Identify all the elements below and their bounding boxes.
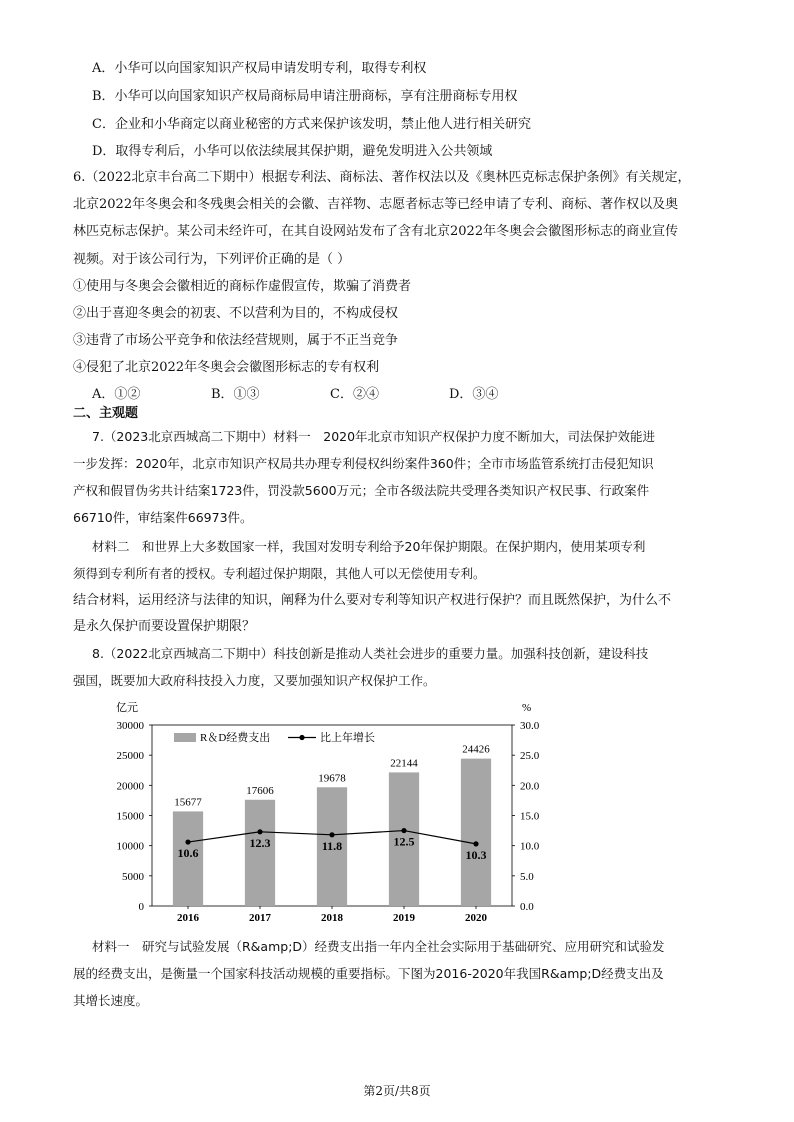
q6-stem-line-3: 林匹克标志保护。某公司未经许可，在其自设网站发布了含有北京2022年冬奥会会徽图形标志的商业宣传 — [73, 224, 679, 239]
y-right-tick-label: 20.0 — [520, 780, 540, 793]
y-axis-left-unit: 亿元 — [116, 702, 138, 714]
y-left-tick-label: 15000 — [116, 810, 144, 823]
y-axis-right-unit: % — [522, 702, 532, 714]
y-right-tick-label: 0.0 — [520, 901, 534, 913]
q6-item-4: ④侵犯了北京2022年冬奥会会徽图形标志的专有权利 — [73, 360, 380, 375]
q5-option-c: C．企业和小华商定以商业秘密的方式来保护该发明，禁止他人进行相关研究 — [92, 117, 531, 132]
y-left-tick-label: 30000 — [116, 720, 144, 732]
bar-value-label-2019: 22144 — [390, 757, 418, 770]
x-tick-label-2016: 2016 — [177, 912, 199, 924]
q7-line-5: 材料二 和世界上大多数国家一样，我国对发明专利给予20年保护期限。在保护期内，使用某项专利 — [92, 539, 646, 554]
q6-choice-c: C．②④ — [330, 387, 379, 402]
q6-item-3: ③违背了市场公平竞争和依法经营规则，属于不正当竞争 — [73, 333, 399, 348]
bar-value-label-2020: 24426 — [462, 743, 490, 756]
q5-option-b: B．小华可以向国家知识产权局商标局申请注册商标，享有注册商标专用权 — [92, 89, 518, 104]
growth-point-2019 — [401, 828, 406, 833]
q6-choice-d: D．③④ — [449, 387, 499, 402]
bar-value-label-2018: 19678 — [318, 772, 346, 785]
q7-line-1: 7.（2023北京西城高二下期中）材料一 2020年北京市知识产权保护力度不断加大，司法保护效能进 — [92, 429, 656, 444]
rd-expenditure-chart — [100, 695, 560, 925]
section-heading: 二、主观题 — [73, 406, 139, 421]
q6-stem-line-4: 视频。对于该公司行为，下列评价正确的是（ ） — [73, 252, 351, 267]
q7-line-6: 须得到专利所有者的授权。专利超过保护期限，其他人可以无偿使用专利。 — [73, 566, 486, 581]
growth-value-label-2020: 10.3 — [465, 847, 487, 862]
bar-value-label-2017: 17606 — [246, 784, 274, 797]
q6-item-2: ②出于喜迎冬奥会的初衷、不以营利为目的，不构成侵权 — [73, 306, 399, 321]
y-right-tick-label: 15.0 — [520, 810, 540, 823]
growth-value-label-2016: 10.6 — [177, 846, 199, 861]
q7-question-line-2: 是永久保护而要设置保护期限？ — [73, 619, 256, 634]
q7-question-line-1: 结合材料，运用经济与法律的知识，阐释为什么要对专利等知识产权进行保护？而且既然保护，为什么不 — [73, 593, 672, 608]
x-tick-label-2020: 2020 — [465, 912, 487, 924]
legend-bar-label: R＆D经费支出 — [200, 732, 271, 744]
growth-value-label-2019: 12.5 — [393, 834, 415, 849]
q6-item-1: ①使用与冬奥会会徽相近的商标作虚假宣传，欺骗了消费者 — [73, 279, 412, 294]
q7-line-4: 66710件，审结案件66973件。 — [73, 510, 253, 525]
bar-2017 — [245, 800, 275, 906]
growth-value-label-2018: 11.8 — [321, 838, 343, 853]
growth-point-2016 — [185, 839, 190, 844]
q8-material-line-2: 展的经费支出，是衡量一个国家科技活动规模的重要指标。下图为2016-2020年我国R&amp;D经费支出及 — [73, 966, 664, 981]
page-footer: 第2页/共8页 — [363, 1084, 431, 1098]
growth-value-label-2017: 12.3 — [249, 835, 271, 850]
y-left-tick-label: 10000 — [116, 840, 144, 853]
q8-line-1: 8.（2022北京西城高二下期中）科技创新是推动人类社会进步的重要力量。加强科技创新，建设科技 — [92, 646, 649, 661]
bar-2020 — [461, 759, 491, 906]
q5-option-a: A．小华可以向国家知识产权局申请发明专利，取得专利权 — [92, 61, 427, 76]
x-tick-label-2019: 2019 — [393, 912, 415, 924]
q6-choice-a: A．①② — [92, 387, 141, 402]
bar-value-label-2016: 15677 — [174, 796, 202, 809]
y-right-tick-label: 5.0 — [520, 870, 534, 883]
y-right-tick-label: 30.0 — [520, 720, 540, 732]
y-right-tick-label: 10.0 — [520, 840, 540, 853]
q8-material-line-1: 材料一 研究与试验发展（R&amp;D）经费支出指一年内全社会实际用于基础研究、应用研究和试验发 — [92, 939, 665, 954]
q7-line-3: 产权和假冒伪劣共计结案1723件，罚没款5600万元；全市各级法院共受理各类知识产权民事、行政案件 — [73, 483, 650, 498]
y-left-tick-label: 0 — [138, 901, 144, 913]
x-tick-label-2018: 2018 — [321, 912, 343, 924]
legend-bar-swatch — [174, 733, 196, 742]
growth-point-2018 — [329, 832, 334, 837]
q7-line-2: 一步发挥：2020年，北京市知识产权局共办理专利侵权纠纷案件360件；全市市场监管系统打击侵犯知识 — [73, 456, 654, 471]
q8-material-line-3: 其增长速度。 — [73, 993, 149, 1008]
q8-line-2: 强国，既要加大政府科技投入力度，又要加强知识产权保护工作。 — [73, 673, 436, 688]
y-left-tick-label: 5000 — [122, 870, 144, 883]
growth-point-2017 — [257, 829, 262, 834]
q6-stem-line-1: 6.（2022北京丰台高二下期中）根据专利法、商标法、著作权法以及《奥林匹克标志保护条例》有关规定， — [73, 170, 691, 185]
growth-point-2020 — [473, 841, 478, 846]
q6-stem-line-2: 北京2022年冬奥会和冬残奥会相关的会徽、吉祥物、志愿者标志等已经申请了专利、商标、著作权以及奥 — [73, 197, 679, 212]
q6-choice-b: B．①③ — [211, 387, 260, 402]
y-right-tick-label: 25.0 — [520, 750, 540, 763]
y-left-tick-label: 20000 — [116, 780, 144, 793]
q5-option-d: D．取得专利后，小华可以依法续展其保护期，避免发明进入公共领域 — [92, 144, 493, 159]
legend-line-marker — [299, 735, 304, 740]
x-tick-label-2017: 2017 — [249, 912, 271, 924]
legend-line-label: 比上年增长 — [320, 732, 375, 744]
y-left-tick-label: 25000 — [116, 750, 144, 763]
